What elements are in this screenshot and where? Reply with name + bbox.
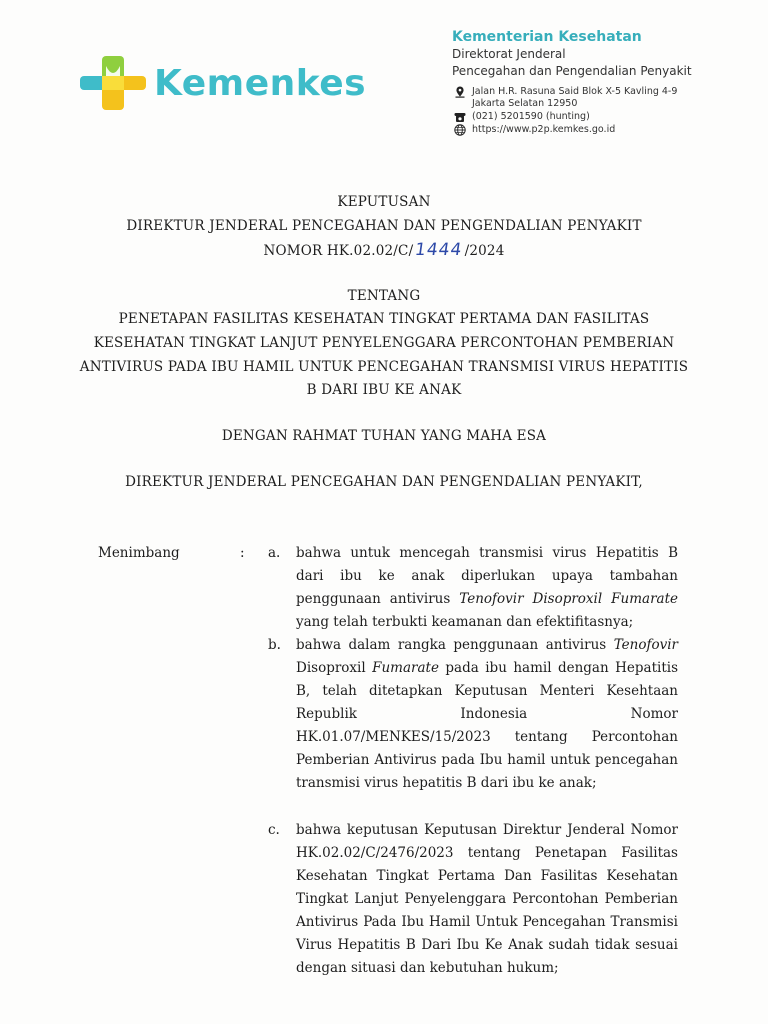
subject-line-3: ANTIVIRUS PADA IBU HAMIL UNTUK PENCEGAHAN TRANSMISI VIRUS HEPATITIS	[79, 359, 689, 375]
kemenkes-logo	[80, 52, 366, 114]
website-link[interactable]: https://www.p2p.kemkes.go.id	[472, 124, 616, 135]
phone-icon	[454, 111, 466, 123]
doc-type: KEPUTUSAN	[337, 194, 431, 210]
consideration-a: a. bahwa untuk mencegah transmisi virus Hepatitis B dari ibu ke anak diperlukan upaya tambahan penggunaan antivirus Tenofovir Disoproxil Fumarate yang telah terbukti keamanan dan efektifitasnya;	[268, 542, 678, 634]
ministry-name: Kementerian Kesehatan	[452, 29, 642, 45]
phone-number: (021) 5201590 (hunting)	[472, 111, 590, 122]
globe-icon	[454, 124, 466, 136]
decree-number-suffix: /2024	[464, 243, 505, 259]
consideration-c: c. bahwa keputusan Keputusan Direktur Jenderal Nomor HK.02.02/C/2476/2023 tentang Penetapan Fasilitas Kesehatan Tingkat Pertama Dan Fasilitas Kesehatan Tingkat Lanjut Penyelenggara Percontohan Pemberian Antivirus Pada Ibu Hamil Untuk Pencegahan Transmisi Virus Hepatitis B Dari Ibu Ke Anak sudah tidak sesuai dengan situasi dan kebutuhan hukum;	[268, 819, 678, 980]
consideration-a-marker: a.	[268, 545, 281, 561]
signatory-line: DIREKTUR JENDERAL PENCEGAHAN DAN PENGENDALIAN PENYAKIT,	[125, 474, 643, 490]
consideration-c-marker: c.	[268, 822, 280, 838]
address-line	[454, 86, 692, 110]
letterhead	[452, 28, 692, 136]
location-pin-icon	[454, 86, 466, 98]
subject-line-1: PENETAPAN FASILITAS KESEHATAN TINGKAT PERTAMA DAN FASILITAS	[118, 311, 650, 327]
consideration-b: b. bahwa dalam rangka penggunaan antivirus Tenofovir Disoproxil Fumarate pada ibu hamil dengan Hepatitis B, telah ditetapkan Keputusan Menteri Kesehtaan Republik Indonesia Nomor HK.01.07/MENKES/15/2023 tentang Percontohan Pemberian Antivirus pada Ibu hamil untuk pencegahan transmisi virus hepatitis B dari ibu ke anak;	[268, 634, 678, 795]
directorate-full-name: Pencegahan dan Pengendalian Penyakit	[452, 64, 692, 78]
blessing-line: DENGAN RAHMAT TUHAN YANG MAHA ESA	[221, 428, 547, 444]
menimbang-label: Menimbang	[98, 545, 180, 561]
kemenkes-logo-icon	[80, 52, 146, 114]
decree-number-handwritten: 1444	[413, 240, 465, 260]
decree-number-prefix: NOMOR HK.02.02/C/	[263, 243, 414, 259]
subject-line-4: B DARI IBU KE ANAK	[306, 382, 462, 398]
menimbang-colon: :	[240, 545, 245, 561]
address-line1: Jalan H.R. Rasuna Said Blok X-5 Kavling 4-9	[472, 86, 678, 97]
directorate-name: Direktorat Jenderal	[452, 47, 566, 61]
address-line2: Jakarta Selatan 12950	[472, 98, 578, 109]
website-line	[454, 124, 692, 136]
tentang-heading: TENTANG	[347, 288, 421, 304]
issuer-title: DIREKTUR JENDERAL PENCEGAHAN DAN PENGENDALIAN PENYAKIT	[126, 218, 642, 234]
decree-number	[0, 238, 768, 263]
logo-wordmark: Kemenkes	[154, 62, 367, 104]
consideration-b-marker: b.	[268, 637, 281, 653]
phone-line	[454, 111, 692, 123]
subject-line-2: KESEHATAN TINGKAT LANJUT PENYELENGGARA PERCONTOHAN PEMBERIAN	[93, 335, 675, 351]
